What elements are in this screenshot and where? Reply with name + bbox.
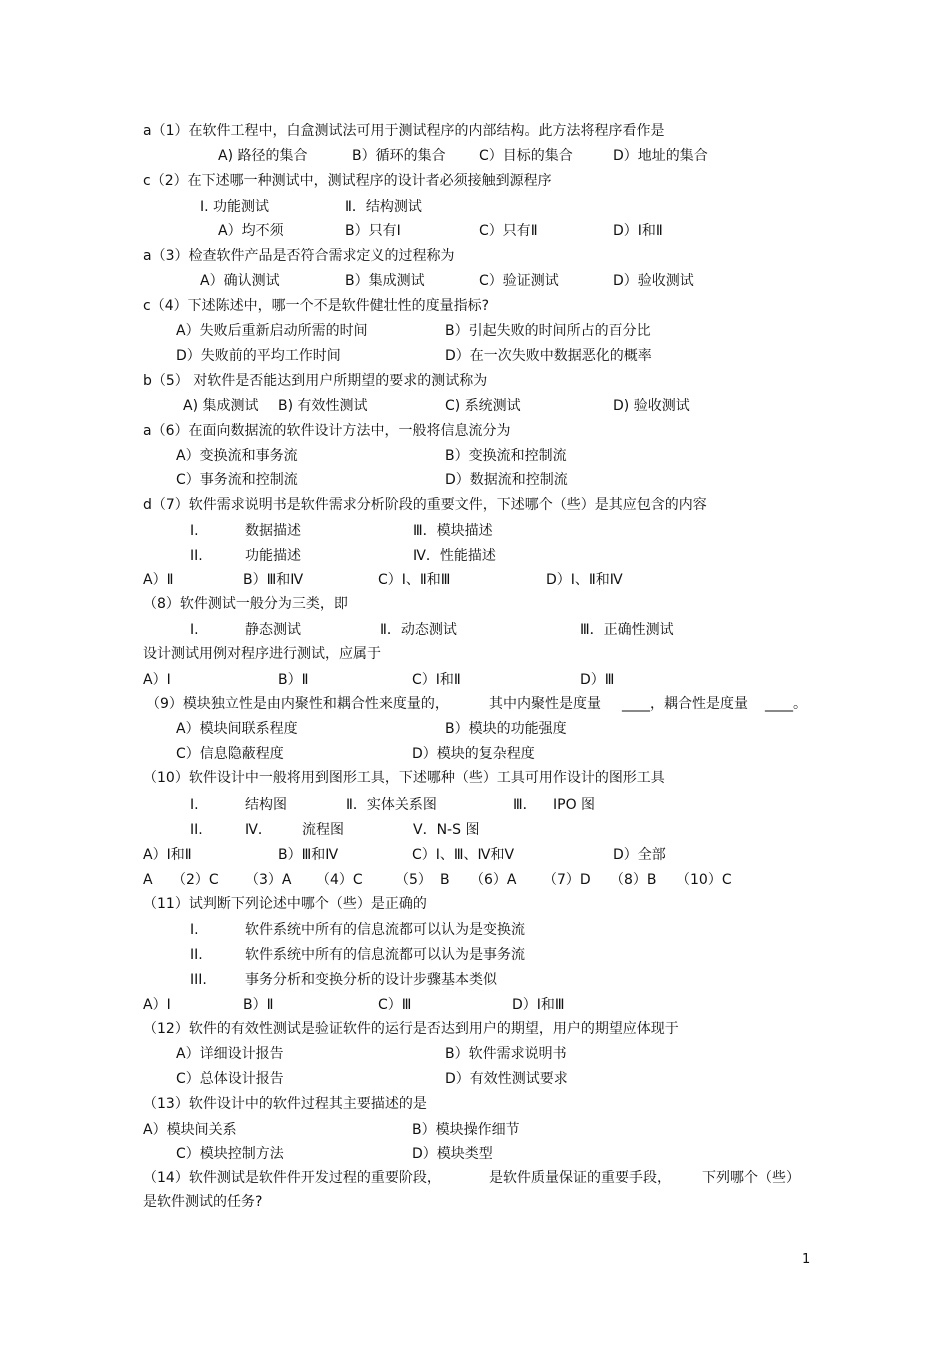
q7-item-i-num: I. bbox=[190, 523, 199, 539]
q13-option-a: A）模块间关系 bbox=[143, 1122, 237, 1138]
q6-option-a: A）变换流和事务流 bbox=[176, 448, 298, 464]
q2-option-d: D）Ⅰ和Ⅱ bbox=[613, 223, 663, 239]
answer-2: （2）C bbox=[172, 872, 219, 888]
q10-stem: （10）软件设计中一般将用到图形工具，下述哪种（些）工具可用作设计的图形工具 bbox=[143, 770, 665, 786]
q14-stem-a: （14）软件测试是软件件开发过程的重要阶段， bbox=[143, 1170, 441, 1186]
q12-option-b: B）软件需求说明书 bbox=[445, 1046, 567, 1062]
q5-option-b: B) 有效性测试 bbox=[278, 398, 368, 414]
q3-option-a: A）确认测试 bbox=[200, 273, 280, 289]
q7-option-d: D）Ⅰ、Ⅱ和Ⅳ bbox=[546, 572, 623, 588]
q1-option-c: C）目标的集合 bbox=[479, 148, 573, 164]
q3-option-c: C）验证测试 bbox=[479, 273, 559, 289]
q8-option-c: C）Ⅰ和Ⅱ bbox=[412, 672, 461, 688]
q2-item-i: I. 功能测试 bbox=[200, 199, 270, 215]
q5-option-a: A) 集成测试 bbox=[183, 398, 259, 414]
q9-option-d: D）模块的复杂程度 bbox=[412, 746, 535, 762]
q8-option-d: D）Ⅲ bbox=[580, 672, 615, 688]
q5-option-c: C) 系统测试 bbox=[445, 398, 521, 414]
q12-option-a: A）详细设计报告 bbox=[176, 1046, 284, 1062]
q7-item-iii: Ⅲ．模块描述 bbox=[413, 523, 493, 539]
q1-stem: a（1）在软件工程中，白盒测试法可用于测试程序的内部结构。此方法将程序看作是 bbox=[143, 123, 665, 139]
q7-option-a: A）Ⅱ bbox=[143, 572, 174, 588]
q8-option-b: B）Ⅱ bbox=[278, 672, 309, 688]
q9-option-b: B）模块的功能强度 bbox=[445, 721, 567, 737]
q14-stem-c: 下列哪个（些） bbox=[702, 1170, 800, 1186]
q12-option-d: D）有效性测试要求 bbox=[445, 1071, 568, 1087]
answer-5-value: B bbox=[440, 872, 450, 888]
answer-10: （10）C bbox=[676, 872, 732, 888]
q11-stem: （11）试判断下列论述中哪个（些）是正确的 bbox=[143, 896, 427, 912]
q7-item-ii-num: II. bbox=[190, 548, 203, 564]
q11-item-i-text: 软件系统中所有的信息流都可以认为是变换流 bbox=[245, 922, 525, 938]
q4-option-a: A）失败后重新启动所需的时间 bbox=[176, 323, 368, 339]
q13-option-c: C）模块控制方法 bbox=[176, 1146, 284, 1162]
q5-stem: b（5） 对软件是否能达到用户所期望的要求的测试称为 bbox=[143, 373, 488, 389]
q10-item-i-text: 结构图 bbox=[245, 797, 287, 813]
q10-item-iii-text: IPO 图 bbox=[553, 797, 596, 813]
q2-option-b: B）只有Ⅰ bbox=[345, 223, 401, 239]
q2-item-ii: Ⅱ．结构测试 bbox=[345, 199, 422, 215]
q11-option-b: B）Ⅱ bbox=[243, 997, 274, 1013]
q2-option-a: A）均不须 bbox=[218, 223, 284, 239]
q13-option-d: D）模块类型 bbox=[412, 1146, 493, 1162]
q10-option-c: C）Ⅰ、Ⅲ、Ⅳ和Ⅴ bbox=[412, 847, 515, 863]
q10-item-iv-text: 流程图 bbox=[302, 822, 344, 838]
q10-item-ii-num: II. bbox=[190, 822, 203, 838]
q3-option-b: B）集成测试 bbox=[345, 273, 425, 289]
q12-stem: （12）软件的有效性测试是验证软件的运行是否达到用户的期望，用户的期望应体现于 bbox=[143, 1021, 679, 1037]
answer-4: （4）C bbox=[316, 872, 363, 888]
answer-7: （7）D bbox=[543, 872, 591, 888]
q10-option-d: D）全部 bbox=[613, 847, 666, 863]
q6-option-c: C）事务流和控制流 bbox=[176, 472, 298, 488]
q14-stem-2: 是软件测试的任务? bbox=[143, 1194, 263, 1210]
answer-5-label: （5） bbox=[395, 872, 432, 888]
q6-option-b: B）变换流和控制流 bbox=[445, 448, 567, 464]
q1-option-d: D）地址的集合 bbox=[613, 148, 708, 164]
q11-item-iii-num: III. bbox=[190, 972, 207, 988]
q10-item-v: Ⅴ．N-S 图 bbox=[413, 822, 480, 838]
q1-option-a: A) 路径的集合 bbox=[218, 148, 308, 164]
q8-item-i-text: 静态测试 bbox=[245, 622, 301, 638]
q8-item-i-num: I. bbox=[190, 622, 199, 638]
q7-item-i-text: 数据描述 bbox=[245, 523, 301, 539]
q7-stem: d（7）软件需求说明书是软件需求分析阶段的重要文件，下述哪个（些）是其应包含的内容 bbox=[143, 497, 707, 513]
q10-item-ii: Ⅱ．实体关系图 bbox=[346, 797, 437, 813]
q10-item-i-num: I. bbox=[190, 797, 199, 813]
q3-stem: a（3）检查软件产品是否符合需求定义的过程称为 bbox=[143, 248, 455, 264]
q7-option-b: B）Ⅲ和Ⅳ bbox=[243, 572, 304, 588]
q5-option-d: D) 验收测试 bbox=[613, 398, 690, 414]
q11-option-a: A）Ⅰ bbox=[143, 997, 171, 1013]
q10-item-iv: Ⅳ． bbox=[245, 822, 272, 838]
q2-option-c: C）只有Ⅱ bbox=[479, 223, 538, 239]
q3-option-d: D）验收测试 bbox=[613, 273, 694, 289]
q6-stem: a（6）在面向数据流的软件设计方法中，一般将信息流分为 bbox=[143, 423, 511, 439]
q9-stem-b: 其中内聚性是度量 bbox=[489, 696, 601, 712]
answer-1: A bbox=[143, 872, 153, 888]
q11-option-c: C）Ⅲ bbox=[378, 997, 412, 1013]
q10-option-a: A）Ⅰ和Ⅱ bbox=[143, 847, 192, 863]
answer-6: （6）A bbox=[470, 872, 517, 888]
q7-item-ii-text: 功能描述 bbox=[245, 548, 301, 564]
q8-item-ii: Ⅱ．动态测试 bbox=[380, 622, 457, 638]
q7-item-iv: Ⅳ．性能描述 bbox=[413, 548, 496, 564]
answer-8: （8）B bbox=[610, 872, 657, 888]
q11-item-ii-text: 软件系统中所有的信息流都可以认为是事务流 bbox=[245, 947, 525, 963]
answer-3: （3）A bbox=[245, 872, 292, 888]
q7-option-c: C）Ⅰ、Ⅱ和Ⅲ bbox=[378, 572, 451, 588]
q4-stem: c（4）下述陈述中，哪一个不是软件健壮性的度量指标? bbox=[143, 298, 490, 314]
q4-option-d: D）在一次失败中数据恶化的概率 bbox=[445, 348, 652, 364]
q1-option-b: B）循环的集合 bbox=[352, 148, 446, 164]
q10-option-b: B）Ⅲ和Ⅳ bbox=[278, 847, 339, 863]
q10-item-iii-num: Ⅲ． bbox=[513, 797, 537, 813]
q11-item-ii-num: II. bbox=[190, 947, 203, 963]
q8-stem-2: 设计测试用例对程序进行测试，应属于 bbox=[143, 646, 381, 662]
q9-stem-d: ____。 bbox=[765, 696, 807, 712]
q12-option-c: C）总体设计报告 bbox=[176, 1071, 284, 1087]
q9-option-a: A）模块间联系程度 bbox=[176, 721, 298, 737]
q14-stem-b: 是软件质量保证的重要手段， bbox=[489, 1170, 671, 1186]
q13-stem: （13）软件设计中的软件过程其主要描述的是 bbox=[143, 1096, 427, 1112]
q8-item-iii: Ⅲ．正确性测试 bbox=[580, 622, 674, 638]
q13-option-b: B）模块操作细节 bbox=[412, 1122, 520, 1138]
q11-option-d: D）Ⅰ和Ⅲ bbox=[512, 997, 565, 1013]
q9-stem-c: ____，耦合性是度量 bbox=[622, 696, 748, 712]
q11-item-i-num: I. bbox=[190, 922, 199, 938]
q4-option-c: D）失败前的平均工作时间 bbox=[176, 348, 341, 364]
q4-option-b: B）引起失败的时间所占的百分比 bbox=[445, 323, 651, 339]
page-number: 1 bbox=[802, 1252, 811, 1267]
q11-item-iii-text: 事务分析和变换分析的设计步骤基本类似 bbox=[245, 972, 497, 988]
q8-stem: （8）软件测试一般分为三类，即 bbox=[143, 596, 348, 612]
q8-option-a: A）Ⅰ bbox=[143, 672, 171, 688]
q2-stem: c（2）在下述哪一种测试中，测试程序的设计者必须接触到源程序 bbox=[143, 173, 552, 189]
q6-option-d: D）数据流和控制流 bbox=[445, 472, 568, 488]
q9-option-c: C）信息隐蔽程度 bbox=[176, 746, 284, 762]
q9-stem-a: （9）模块独立性是由内聚性和耦合性来度量的， bbox=[146, 696, 449, 712]
